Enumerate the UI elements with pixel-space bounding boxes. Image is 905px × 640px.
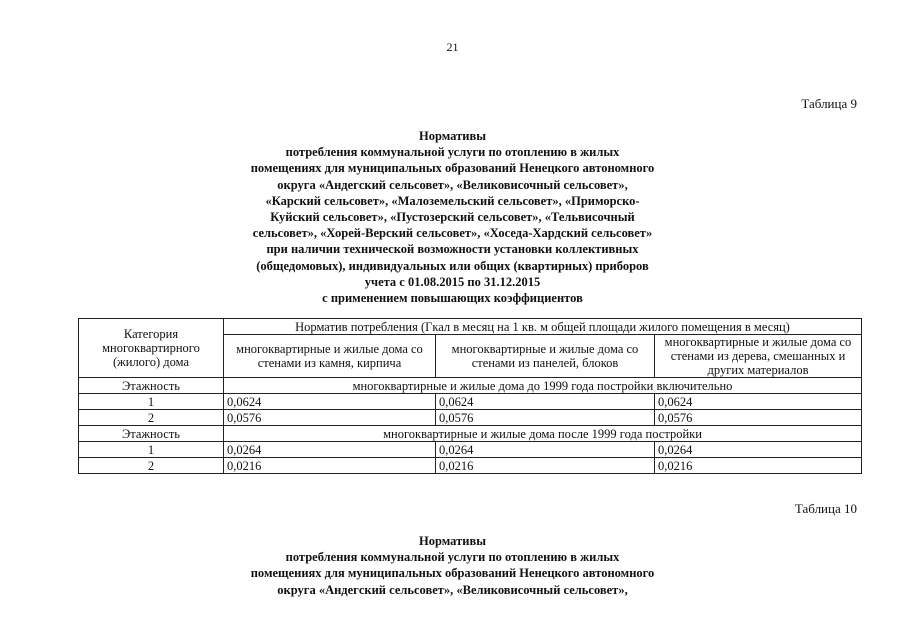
norm-header: Норматив потребления (Гкал в месяц на 1 кв. м общей площади жилого помещения в месяц) xyxy=(224,319,862,335)
value-cell: 0,0216 xyxy=(436,458,655,474)
column-header-panel: многоквартирные и жилые дома со стенами из панелей, блоков xyxy=(436,335,655,378)
value-cell: 0,0624 xyxy=(655,394,862,410)
heading-line: округа «Андегский сельсовет», «Великовисочный сельсовет», xyxy=(277,177,628,192)
heading-line: при наличии технической возможности установки коллективных xyxy=(266,242,639,257)
floors-label: Этажность xyxy=(79,426,224,442)
category-header: Категория многоквартирного (жилого) дома xyxy=(79,319,224,378)
table-10-heading xyxy=(0,533,905,598)
value-cell: 0,0624 xyxy=(224,394,436,410)
column-header-stone: многоквартирные и жилые дома со стенами из камня, кирпича xyxy=(224,335,436,378)
table-row xyxy=(79,442,862,458)
value-cell: 0,0576 xyxy=(436,410,655,426)
heading-line: учета с 01.08.2015 по 31.12.2015 xyxy=(364,274,541,289)
section-title: многоквартирные и жилые дома после 1999 года постройки xyxy=(224,426,862,442)
section-header-row xyxy=(79,378,862,394)
table-row xyxy=(79,458,862,474)
floors-label: Этажность xyxy=(79,378,224,394)
value-cell: 0,0216 xyxy=(224,458,436,474)
table-row xyxy=(79,410,862,426)
heading-line: «Карский сельсовет», «Малоземельский сельсовет», «Приморско- xyxy=(265,193,640,208)
floor-cell: 1 xyxy=(79,442,224,458)
table-9-heading xyxy=(0,128,905,306)
heading-line: потребления коммунальной услуги по отоплению в жилых xyxy=(285,550,620,565)
heading-line: помещениях для муниципальных образований Ненецкого автономного xyxy=(250,566,655,581)
column-header-wood: многоквартирные и жилые дома со стенами из дерева, смешанных и других материалов xyxy=(655,335,862,378)
value-cell: 0,0264 xyxy=(655,442,862,458)
section-title: многоквартирные и жилые дома до 1999 года постройки включительно xyxy=(224,378,862,394)
value-cell: 0,0624 xyxy=(436,394,655,410)
heading-line: потребления коммунальной услуги по отоплению в жилых xyxy=(285,145,620,160)
floor-cell: 2 xyxy=(79,458,224,474)
heading-line: округа «Андегский сельсовет», «Великовисочный сельсовет», xyxy=(277,582,628,597)
table-9-label: Таблица 9 xyxy=(801,96,857,111)
heading-line: Куйский сельсовет», «Пустозерский сельсовет», «Тельвисочный xyxy=(270,210,635,225)
heading-line: Нормативы xyxy=(419,129,486,143)
table-row xyxy=(79,394,862,410)
value-cell: 0,0576 xyxy=(224,410,436,426)
table-header-row xyxy=(79,319,862,335)
page-number: 21 xyxy=(446,40,459,54)
heading-line: (общедомовых), индивидуальных или общих (квартирных) приборов xyxy=(256,258,649,273)
heading-line: Нормативы xyxy=(419,534,486,548)
heading-line: помещениях для муниципальных образований Ненецкого автономного xyxy=(250,161,655,176)
floor-cell: 1 xyxy=(79,394,224,410)
heading-line: сельсовет», «Хорей-Верский сельсовет», «Хоседа-Хардский сельсовет» xyxy=(252,226,653,241)
section-header-row xyxy=(79,426,862,442)
floor-cell: 2 xyxy=(79,410,224,426)
value-cell: 0,0264 xyxy=(436,442,655,458)
value-cell: 0,0264 xyxy=(224,442,436,458)
value-cell: 0,0216 xyxy=(655,458,862,474)
table-10-label: Таблица 10 xyxy=(794,501,857,516)
heading-line: с применением повышающих коэффициентов xyxy=(322,291,583,306)
norms-table-9 xyxy=(78,318,862,474)
value-cell: 0,0576 xyxy=(655,410,862,426)
